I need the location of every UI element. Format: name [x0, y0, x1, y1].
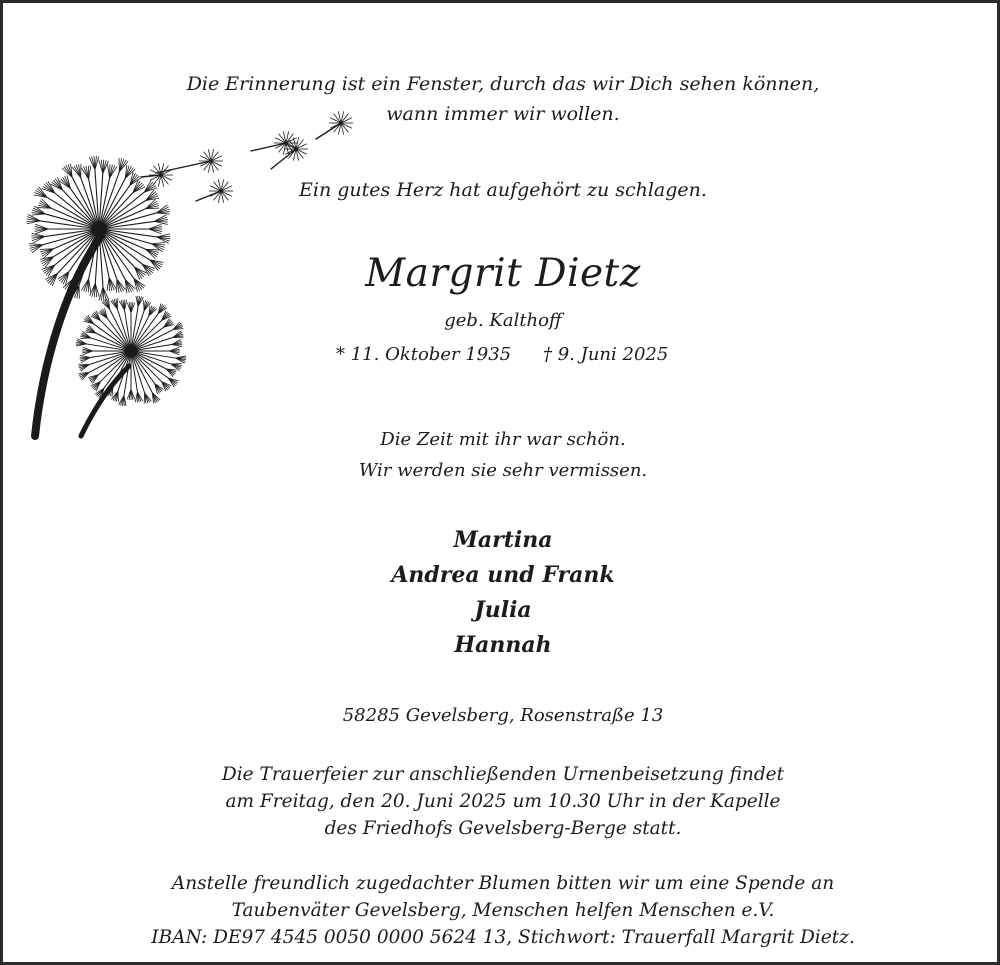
quote-line-2: wann immer wir wollen.: [386, 103, 620, 125]
mourner-name: Hannah: [454, 632, 552, 658]
donation-line-3: IBAN: DE97 4545 0050 0000 5624 13, Stichwort: Trauerfall Margrit Dietz.: [151, 927, 855, 948]
mourner-name: Andrea und Frank: [391, 562, 615, 588]
deceased-name: Margrit Dietz: [365, 251, 641, 296]
death-date: † 9. Juni 2025: [543, 344, 669, 365]
mourner-name: Julia: [474, 597, 532, 623]
donation-line-1: Anstelle freundlich zugedachter Blumen bitten wir um eine Spende an: [171, 873, 835, 894]
ceremony-line-1: Die Trauerfeier zur anschließenden Urnenbeisetzung findet: [221, 764, 785, 785]
intro-text: Ein gutes Herz hat aufgehört zu schlagen.: [299, 179, 707, 201]
ceremony-line-2: am Freitag, den 20. Juni 2025 um 10.30 Uhr in der Kapelle: [225, 791, 781, 812]
donation-line-2: Taubenväter Gevelsberg, Menschen helfen Menschen e.V.: [231, 900, 775, 921]
mourner-name: Martina: [453, 527, 553, 553]
maiden-name: geb. Kalthoff: [444, 310, 562, 331]
family-address: 58285 Gevelsberg, Rosenstraße 13: [342, 705, 664, 726]
birth-date: * 11. Oktober 1935: [336, 344, 512, 365]
tribute-line-2: Wir werden sie sehr vermissen.: [358, 460, 648, 481]
tribute-line-1: Die Zeit mit ihr war schön.: [380, 429, 626, 450]
ceremony-line-3: des Friedhofs Gevelsberg-Berge statt.: [324, 818, 682, 839]
quote-line-1: Die Erinnerung ist ein Fenster, durch das wir Dich sehen können,: [186, 73, 820, 95]
